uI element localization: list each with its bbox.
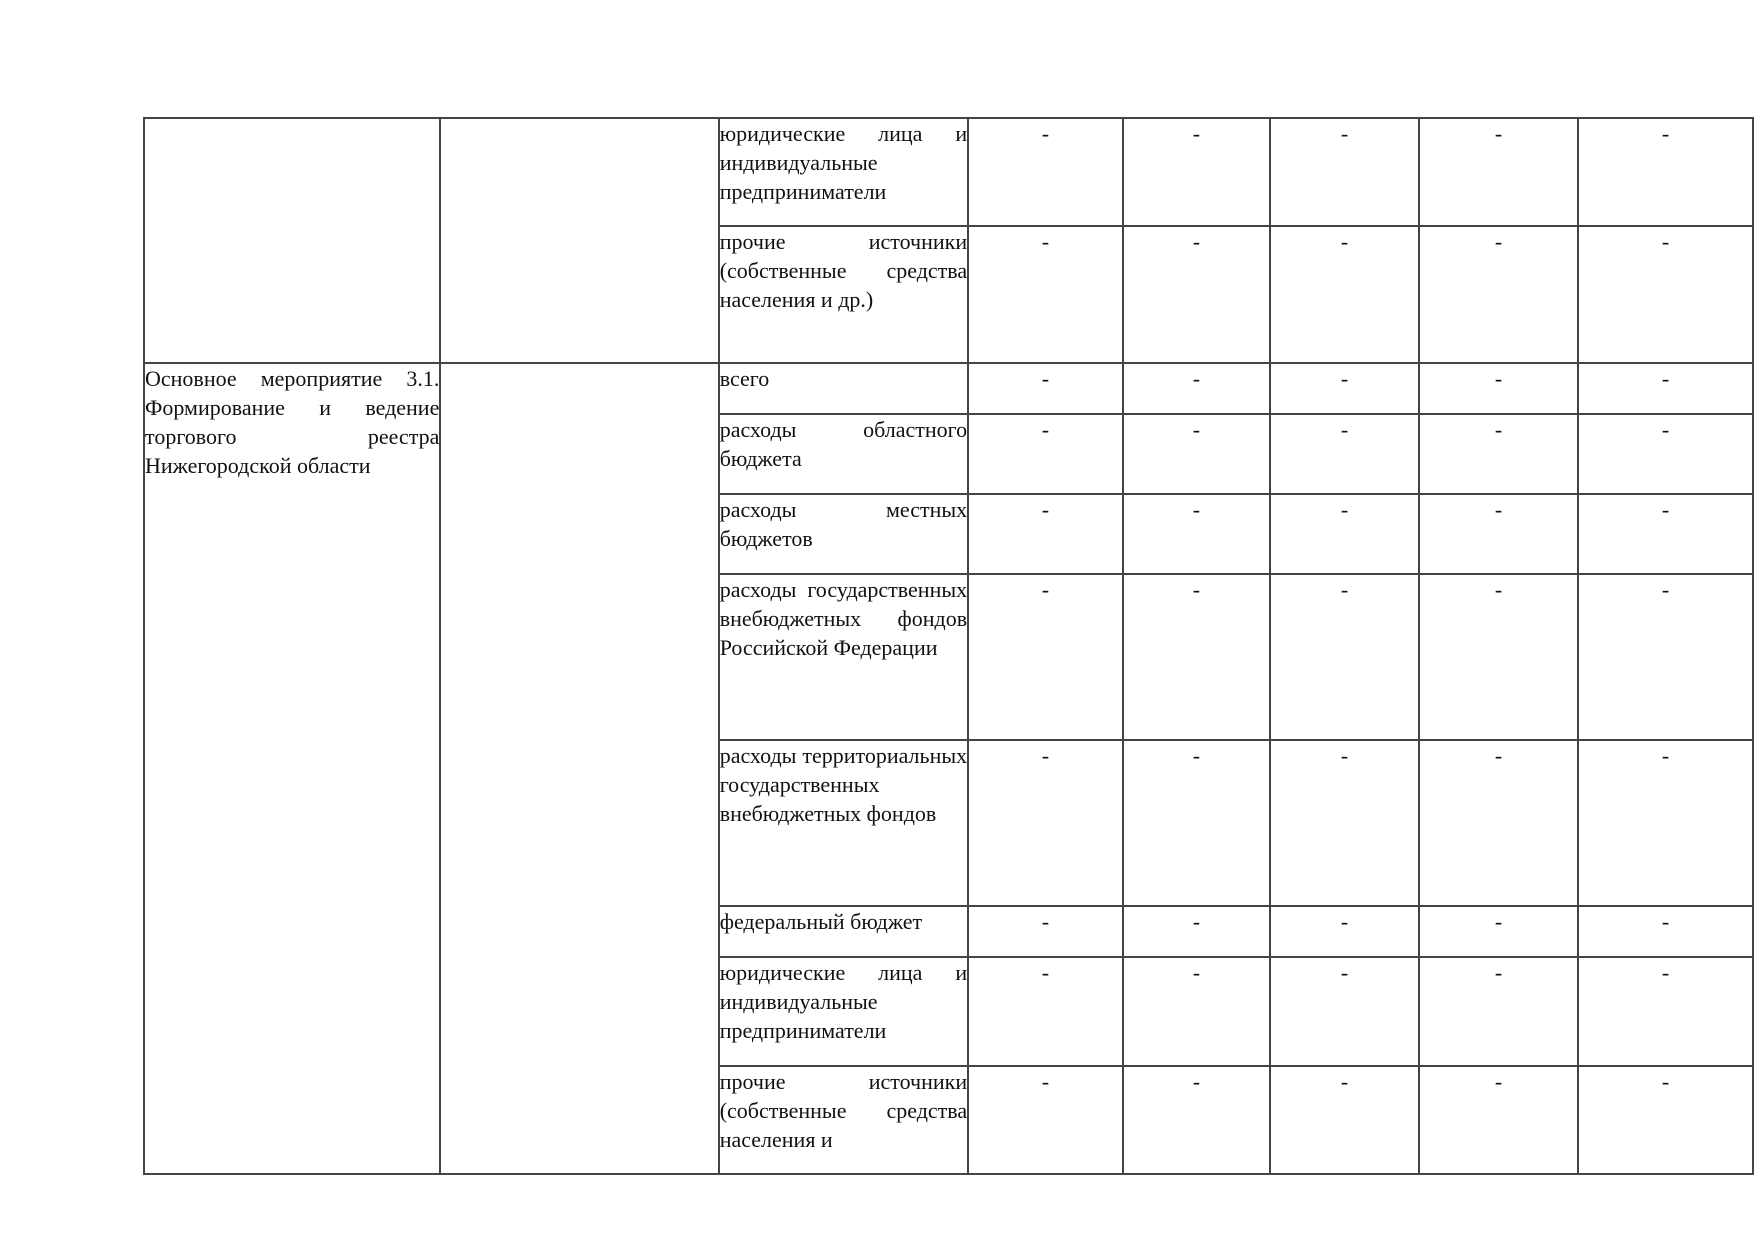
value-cell: - — [1578, 740, 1753, 906]
value-cell: - — [968, 574, 1122, 740]
value-cell: - — [968, 1066, 1122, 1174]
value-cell: - — [1123, 957, 1271, 1066]
value-cell: - — [1419, 494, 1578, 574]
value-cell: - — [1270, 414, 1419, 494]
funding-source-cell: юридические лица и индивидуальные предприниматели — [719, 957, 968, 1066]
value-cell: - — [968, 494, 1122, 574]
value-cell: - — [1578, 118, 1753, 226]
executor-cell — [440, 363, 718, 1174]
value-cell: - — [1419, 363, 1578, 414]
value-cell: - — [1123, 118, 1271, 226]
value-cell: - — [1270, 118, 1419, 226]
funding-source-cell: расходы государственных внебюджетных фондов Российской Федерации — [719, 574, 968, 740]
funding-source-cell: юридические лица и индивидуальные предприниматели — [719, 118, 968, 226]
value-cell: - — [1270, 494, 1419, 574]
value-cell: - — [1578, 574, 1753, 740]
value-cell: - — [1578, 414, 1753, 494]
value-cell: - — [1123, 414, 1271, 494]
funding-table-body — [144, 118, 1753, 1174]
value-cell: - — [1123, 494, 1271, 574]
executor-cell — [440, 118, 718, 363]
value-cell: - — [1578, 494, 1753, 574]
value-cell: - — [1419, 414, 1578, 494]
funding-source-cell: расходы областного бюджета — [719, 414, 968, 494]
value-cell: - — [1270, 740, 1419, 906]
funding-table — [143, 117, 1754, 1175]
value-cell: - — [1578, 906, 1753, 957]
funding-source-cell: федеральный бюджет — [719, 906, 968, 957]
value-cell: - — [1123, 226, 1271, 363]
value-cell: - — [1123, 574, 1271, 740]
value-cell: - — [1270, 363, 1419, 414]
value-cell: - — [968, 906, 1122, 957]
value-cell: - — [1578, 957, 1753, 1066]
value-cell: - — [1270, 226, 1419, 363]
value-cell: - — [968, 957, 1122, 1066]
table-row — [144, 363, 1753, 414]
value-cell: - — [1578, 363, 1753, 414]
value-cell: - — [1578, 1066, 1753, 1174]
value-cell: - — [1270, 1066, 1419, 1174]
value-cell: - — [1419, 226, 1578, 363]
value-cell: - — [968, 363, 1122, 414]
value-cell: - — [1270, 906, 1419, 957]
value-cell: - — [968, 414, 1122, 494]
measure-name-cell — [144, 118, 440, 363]
value-cell: - — [1419, 118, 1578, 226]
value-cell: - — [968, 740, 1122, 906]
value-cell: - — [1123, 906, 1271, 957]
value-cell: - — [1270, 957, 1419, 1066]
funding-source-cell: расходы местных бюджетов — [719, 494, 968, 574]
funding-source-cell: прочие источники (собственные средства населения и др.) — [719, 226, 968, 363]
value-cell: - — [968, 118, 1122, 226]
value-cell: - — [1419, 740, 1578, 906]
funding-source-cell: всего — [719, 363, 968, 414]
value-cell: - — [1123, 740, 1271, 906]
value-cell: - — [1578, 226, 1753, 363]
value-cell: - — [1419, 957, 1578, 1066]
funding-source-cell: прочие источники (собственные средства населения и — [719, 1066, 968, 1174]
funding-source-cell: расходы территориальных государственных внебюджетных фондов — [719, 740, 968, 906]
value-cell: - — [1419, 1066, 1578, 1174]
value-cell: - — [968, 226, 1122, 363]
value-cell: - — [1123, 1066, 1271, 1174]
measure-name-cell: Основное мероприятие 3.1. Формирование и ведение торгового реестра Нижегородской области — [144, 363, 440, 1174]
value-cell: - — [1270, 574, 1419, 740]
table-row — [144, 118, 1753, 226]
value-cell: - — [1123, 363, 1271, 414]
value-cell: - — [1419, 906, 1578, 957]
value-cell: - — [1419, 574, 1578, 740]
